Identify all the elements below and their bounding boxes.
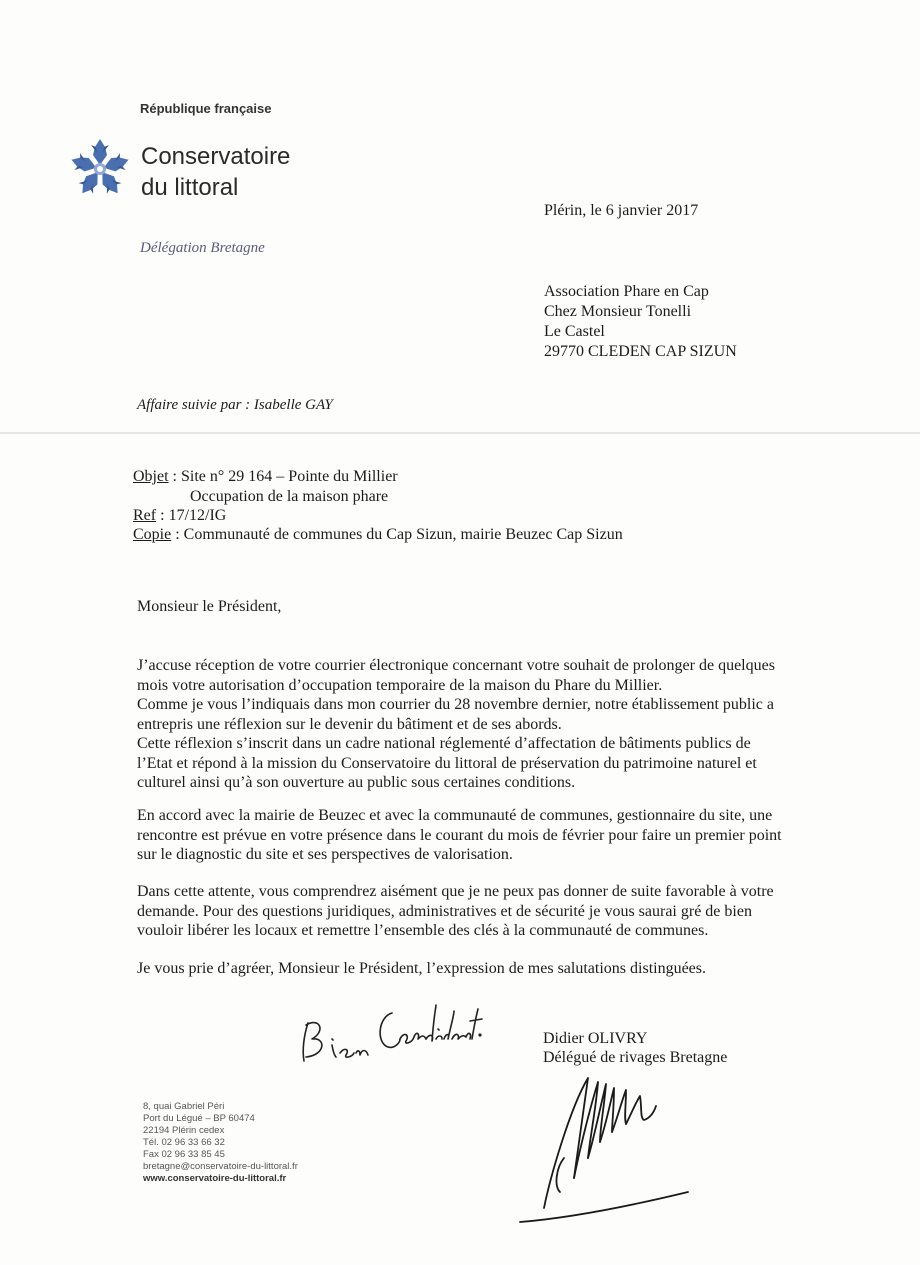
- ref-label: Ref: [133, 507, 157, 524]
- republic-label: République française: [140, 101, 272, 116]
- recipient-address: [544, 282, 737, 362]
- conservatoire-star-flower-icon: [68, 136, 132, 200]
- footer-phone: Tél. 02 96 33 66 32: [143, 1137, 225, 1148]
- signer-name: Didier OLIVRY: [543, 1030, 648, 1047]
- copie-value: Communauté de communes du Cap Sizun, mairie Beuzec Cap Sizun: [183, 526, 623, 543]
- body-line: demande. Pour des questions juridiques, administratives et de sécurité je vous saurai gré de bien: [137, 902, 752, 920]
- body-line: sur le diagnostic du site et ses perspectives de valorisation.: [137, 846, 513, 863]
- body-line: Comme je vous l’indiquais dans mon courrier du 28 novembre dernier, notre établissement public a: [137, 696, 774, 713]
- salutation: Monsieur le Président,: [137, 598, 282, 615]
- body-paragraph-2: [137, 806, 809, 865]
- body-line: mois votre autorisation d’occupation temporaire de la maison du Phare du Millier.: [137, 676, 663, 694]
- footer-contact: [143, 1101, 298, 1185]
- footer-address-line: 22194 Plérin cedex: [143, 1125, 225, 1136]
- body-line: l’Etat et répond à la mission du Conservatoire du littoral de préservation du patrimoine naturel et: [137, 754, 757, 772]
- objet-value: Site n° 29 164 – Pointe du Millier: [181, 468, 398, 485]
- footer-address-line: 8, quai Gabriel Péri: [143, 1101, 225, 1112]
- recipient-line: Chez Monsieur Tonelli: [544, 303, 692, 320]
- body-line: Cette réflexion s’inscrit dans un cadre national réglementé d’affectation de bâtiments publics de: [137, 735, 751, 752]
- signer-title: Délégué de rivages Bretagne: [543, 1049, 728, 1066]
- recipient-line: Le Castel: [544, 323, 605, 340]
- footer-fax: Fax 02 96 33 85 45: [143, 1149, 225, 1160]
- signer-block: [543, 1029, 727, 1067]
- handwritten-note: [296, 995, 486, 1070]
- footer-website: www.conservatoire-du-littoral.fr: [143, 1173, 287, 1184]
- body-line: entrepris une réflexion sur le devenir du bâtiment et de ses abords.: [137, 715, 562, 733]
- body-line: En accord avec la mairie de Beuzec et avec la communauté de communes, gestionnaire du site, une: [137, 807, 773, 824]
- case-handler: Affaire suivie par : Isabelle GAY: [137, 397, 333, 413]
- closing-formula: Je vous prie d’agréer, Monsieur le Président, l’expression de mes salutations distinguées.: [137, 960, 707, 977]
- body-paragraph-3: [137, 882, 809, 941]
- body-line: J’accuse réception de votre courrier électronique concernant votre souhait de prolonger de quelques: [137, 657, 775, 674]
- copie-line: Copie : Communauté de communes du Cap Sizun, mairie Beuzec Cap Sizun: [133, 526, 623, 543]
- recipient-line: Association Phare en Cap: [544, 283, 709, 300]
- brand-name-line1: Conservatoire: [141, 143, 291, 170]
- ref-value: 17/12/IG: [168, 507, 227, 524]
- body-line: vouloir libérer les locaux et remettre l’ensemble des clés à la communauté de communes.: [137, 922, 709, 939]
- copie-label: Copie: [133, 526, 172, 543]
- body-line: rencontre est prévue en votre présence dans le courant du mois de février pour faire un premier point: [137, 826, 782, 844]
- footer-email: bretagne@conservatoire-du-littoral.fr: [143, 1161, 298, 1172]
- body-paragraph-1: [137, 656, 809, 793]
- signature: [500, 1068, 700, 1228]
- body-line: culturel ainsi qu’à son ouverture au public sous certaines conditions.: [137, 774, 576, 791]
- body-line: Dans cette attente, vous comprendrez aisément que je ne peux pas donner de suite favorable à votre: [137, 883, 774, 900]
- footer-address-line: Port du Légué – BP 60474: [143, 1113, 255, 1124]
- objet-line: Objet : Site n° 29 164 – Pointe du Millier: [133, 468, 398, 485]
- objet-value-2: Occupation de la maison phare: [190, 488, 389, 505]
- objet-label: Objet: [133, 468, 169, 485]
- delegation-label: Délégation Bretagne: [140, 240, 265, 256]
- paper-fold-line: [0, 432, 920, 434]
- place-date: Plérin, le 6 janvier 2017: [544, 202, 699, 219]
- brand-name-line2: du littoral: [141, 174, 239, 201]
- recipient-line: 29770 CLEDEN CAP SIZUN: [544, 343, 737, 360]
- ref-line: Ref : 17/12/IG: [133, 507, 227, 524]
